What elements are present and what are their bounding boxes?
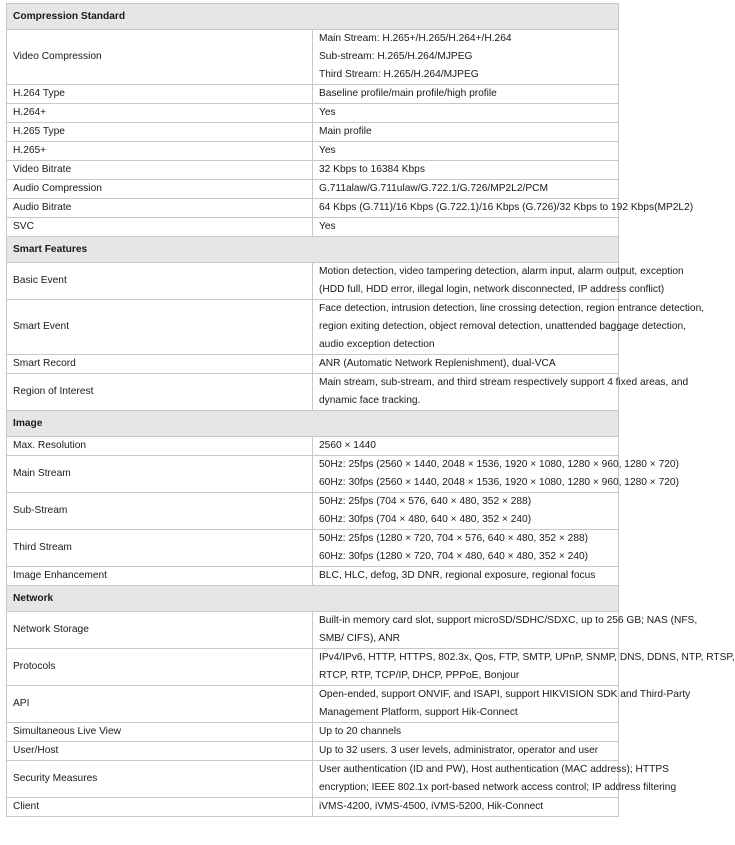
- spec-value-line: Yes: [319, 107, 336, 118]
- spec-row-audio-bitrate: [7, 199, 619, 218]
- spec-row-h-264-type: [7, 85, 619, 104]
- spec-label: Basic Event: [7, 263, 313, 300]
- spec-value: [313, 798, 619, 817]
- spec-table: [6, 3, 735, 817]
- spec-value: [313, 85, 619, 104]
- spec-value: [313, 567, 619, 586]
- spec-value-line: RTCP, RTP, TCP/IP, DHCP, PPPoE, Bonjour: [319, 670, 520, 681]
- spec-value-line: Main stream, sub-stream, and third stream respectively support 4 fixed areas, and: [319, 377, 689, 388]
- spec-label: Audio Compression: [7, 180, 313, 199]
- spec-row-smart-event: [7, 300, 619, 355]
- spec-label: User/Host: [7, 742, 313, 761]
- spec-value: [313, 300, 705, 355]
- spec-value: [313, 218, 619, 237]
- spec-value-line: Main Stream: H.265+/H.265/H.264+/H.264: [319, 33, 512, 44]
- spec-value-line: iVMS-4200, iVMS-4500, iVMS-5200, Hik-Connect: [319, 801, 544, 812]
- spec-value-line: Face detection, intrusion detection, line crossing detection, region entrance detection,: [319, 303, 705, 314]
- spec-value-line: ANR (Automatic Network Replenishment), dual-VCA: [319, 358, 556, 369]
- spec-value: [313, 263, 684, 300]
- spec-value-line: Motion detection, video tampering detection, alarm input, alarm output, exception: [319, 266, 684, 277]
- spec-row-video-bitrate: [7, 161, 619, 180]
- spec-value-line: Management Platform, support Hik-Connect: [319, 707, 518, 718]
- spec-value-line: G.711alaw/G.711ulaw/G.722.1/G.726/MP2L2/PCM: [319, 183, 548, 194]
- spec-value-line: 64 Kbps (G.711)/16 Kbps (G.722.1)/16 Kbps (G.726)/32 Kbps to 192 Kbps(MP2L2): [319, 202, 694, 213]
- spec-value: [313, 649, 735, 686]
- spec-value-line: Yes: [319, 145, 336, 156]
- spec-label: Video Compression: [7, 30, 313, 85]
- spec-value: [313, 123, 619, 142]
- spec-label: H.264+: [7, 104, 313, 123]
- spec-label: Simultaneous Live View: [7, 723, 313, 742]
- spec-value: [313, 30, 619, 85]
- spec-value-line: SMB/ CIFS), ANR: [319, 633, 400, 644]
- spec-value: [313, 374, 689, 411]
- spec-row-h-264: [7, 104, 619, 123]
- spec-value-line: Up to 20 channels: [319, 726, 402, 737]
- spec-value-line: Baseline profile/main profile/high profile: [319, 88, 497, 99]
- spec-label: Protocols: [7, 649, 313, 686]
- spec-row-main-stream: [7, 456, 619, 493]
- spec-label: Main Stream: [7, 456, 313, 493]
- section-header-network: [7, 586, 619, 612]
- spec-label: Smart Record: [7, 355, 313, 374]
- spec-row-audio-compression: [7, 180, 619, 199]
- spec-value: [313, 199, 694, 218]
- spec-value-line: (HDD full, HDD error, illegal login, network disconnected, IP address conflict): [319, 284, 665, 295]
- spec-row-user-host: [7, 742, 619, 761]
- spec-value-line: IPv4/IPv6, HTTP, HTTPS, 802.3x, Qos, FTP, SMTP, UPnP, SNMP, DNS, DDNS, NTP, RTSP,: [319, 652, 735, 663]
- spec-value: [313, 437, 619, 456]
- spec-label: Image Enhancement: [7, 567, 313, 586]
- spec-row-basic-event: [7, 263, 619, 300]
- spec-value: [313, 723, 619, 742]
- spec-row-svc: [7, 218, 619, 237]
- spec-row-h-265: [7, 142, 619, 161]
- spec-value: [313, 493, 619, 530]
- spec-value-line: region exiting detection, object removal detection, unattended baggage detection,: [319, 321, 687, 332]
- spec-value-line: Main profile: [319, 126, 372, 137]
- spec-label: Smart Event: [7, 300, 313, 355]
- spec-row-security-measures: [7, 761, 619, 798]
- spec-label: Sub-Stream: [7, 493, 313, 530]
- spec-row-video-compression: [7, 30, 619, 85]
- spec-label: H.265 Type: [7, 123, 313, 142]
- spec-value-line: BLC, HLC, defog, 3D DNR, regional exposure, regional focus: [319, 570, 596, 581]
- spec-value-line: 60Hz: 30fps (704 × 480, 640 × 480, 352 × 240): [319, 514, 532, 525]
- spec-value-line: 50Hz: 25fps (704 × 576, 640 × 480, 352 × 288): [319, 496, 532, 507]
- spec-value: [313, 142, 619, 161]
- spec-value-line: encryption; IEEE 802.1x port-based network access control; IP address filtering: [319, 782, 677, 793]
- spec-label: Security Measures: [7, 761, 313, 798]
- spec-label: Audio Bitrate: [7, 199, 313, 218]
- spec-value-line: dynamic face tracking.: [319, 395, 421, 406]
- spec-value-line: Open-ended, support ONVIF, and ISAPI, support HIKVISION SDK and Third-Party: [319, 689, 691, 700]
- spec-row-image-enhancement: [7, 567, 619, 586]
- spec-value-line: 60Hz: 30fps (2560 × 1440, 2048 × 1536, 1920 × 1080, 1280 × 960, 1280 × 720): [319, 477, 679, 488]
- spec-label: Video Bitrate: [7, 161, 313, 180]
- spec-value-line: Built-in memory card slot, support microSD/SDHC/SDXC, up to 256 GB; NAS (NFS,: [319, 615, 698, 626]
- spec-label: H.265+: [7, 142, 313, 161]
- spec-value: [313, 104, 619, 123]
- section-header-smart-features: [7, 237, 619, 263]
- spec-row-client: [7, 798, 619, 817]
- spec-value-line: Sub-stream: H.265/H.264/MJPEG: [319, 51, 473, 62]
- spec-table-body: [7, 4, 735, 817]
- spec-row-simultaneous-live-view: [7, 723, 619, 742]
- spec-value: [313, 456, 679, 493]
- spec-value-line: Third Stream: H.265/H.264/MJPEG: [319, 69, 479, 80]
- spec-row-protocols: [7, 649, 619, 686]
- spec-row-smart-record: [7, 355, 619, 374]
- spec-value: [313, 161, 619, 180]
- spec-label: Region of Interest: [7, 374, 313, 411]
- spec-label: Third Stream: [7, 530, 313, 567]
- spec-row-sub-stream: [7, 493, 619, 530]
- spec-value-line: 60Hz: 30fps (1280 × 720, 704 × 480, 640 × 480, 352 × 240): [319, 551, 589, 562]
- spec-value: [313, 761, 677, 798]
- spec-row-max-resolution: [7, 437, 619, 456]
- section-title: Image: [7, 411, 619, 437]
- spec-label: API: [7, 686, 313, 723]
- spec-row-api: [7, 686, 619, 723]
- spec-value-line: User authentication (ID and PW), Host authentication (MAC address); HTTPS: [319, 764, 669, 775]
- section-title: Compression Standard: [7, 4, 619, 30]
- spec-value-line: 50Hz: 25fps (1280 × 720, 704 × 576, 640 × 480, 352 × 288): [319, 533, 589, 544]
- spec-value-line: 32 Kbps to 16384 Kbps: [319, 164, 425, 175]
- spec-value: [313, 612, 698, 649]
- spec-value-line: Yes: [319, 221, 336, 232]
- section-title: Smart Features: [7, 237, 619, 263]
- spec-label: Max. Resolution: [7, 437, 313, 456]
- spec-label: SVC: [7, 218, 313, 237]
- spec-value: [313, 530, 619, 567]
- spec-value: [313, 742, 619, 761]
- spec-row-region-of-interest: [7, 374, 619, 411]
- spec-value-line: 50Hz: 25fps (2560 × 1440, 2048 × 1536, 1920 × 1080, 1280 × 960, 1280 × 720): [319, 459, 679, 470]
- spec-row-third-stream: [7, 530, 619, 567]
- spec-label: H.264 Type: [7, 85, 313, 104]
- section-header-compression-standard: [7, 4, 619, 30]
- spec-row-h-265-type: [7, 123, 619, 142]
- section-header-image: [7, 411, 619, 437]
- spec-label: Network Storage: [7, 612, 313, 649]
- spec-label: Client: [7, 798, 313, 817]
- spec-row-network-storage: [7, 612, 619, 649]
- spec-value-line: 2560 × 1440: [319, 440, 376, 451]
- spec-value: [313, 180, 619, 199]
- spec-value-line: audio exception detection: [319, 339, 435, 350]
- spec-value: [313, 355, 619, 374]
- spec-value-line: Up to 32 users. 3 user levels, administrator, operator and user: [319, 745, 599, 756]
- section-title: Network: [7, 586, 619, 612]
- spec-value: [313, 686, 691, 723]
